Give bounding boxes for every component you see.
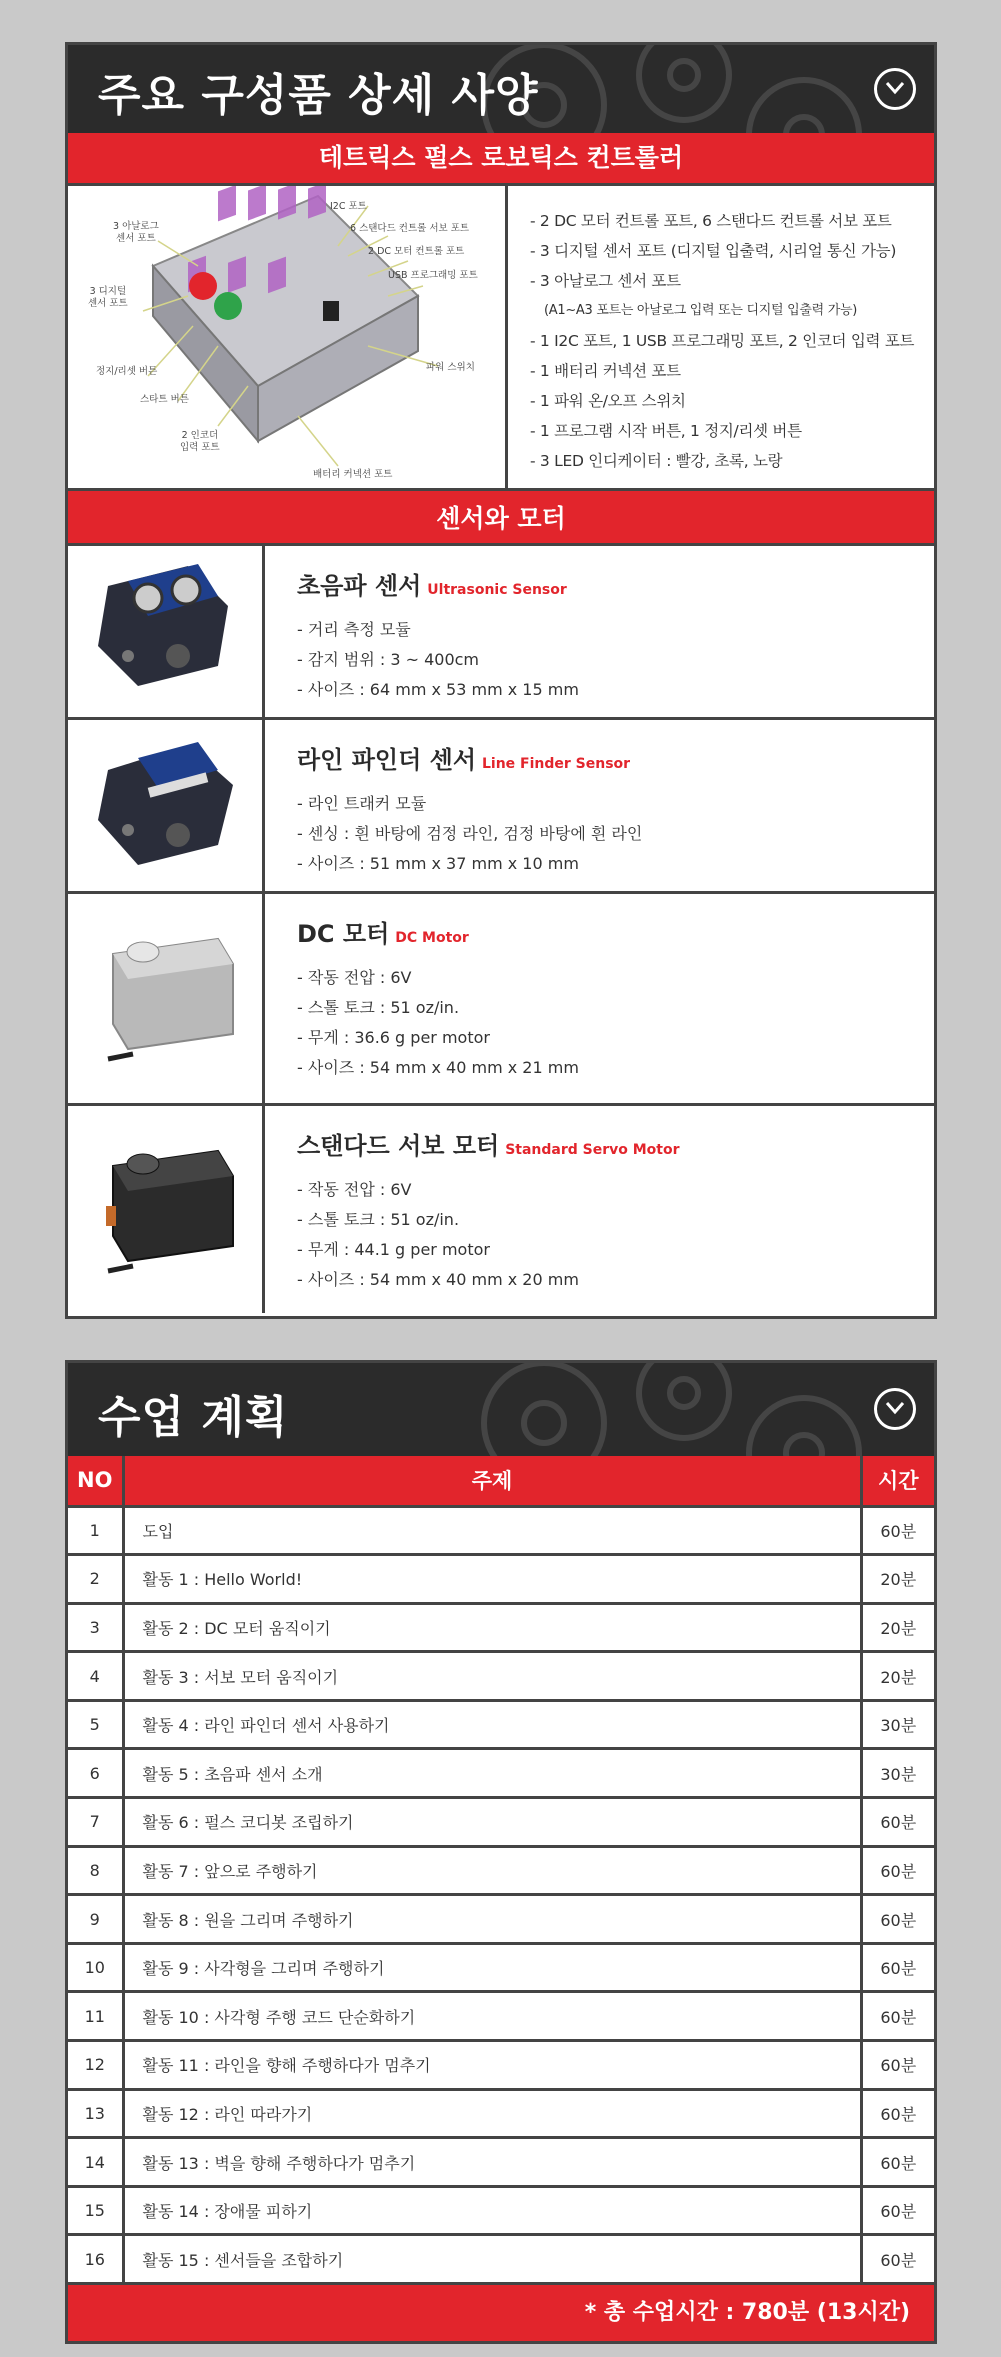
total-class-time: * 총 수업시간 : 780분 (13시간) (68, 2285, 934, 2341)
row-no: 7 (68, 1798, 123, 1847)
callout-start: 스타트 버튼 (140, 394, 189, 405)
row-no: 12 (68, 2041, 123, 2090)
controller-feature-note: (A1~A3 포트는 아날로그 입력 또는 디지털 입출력 가능) (544, 303, 857, 318)
row-no: 14 (68, 2138, 123, 2187)
row-time: 60분 (861, 2186, 934, 2235)
plan-panel (65, 1360, 937, 2344)
callout-servo: 6 스탠다드 컨트롤 서보 포트 (350, 223, 470, 234)
row-topic: 활동 8 : 원을 그리며 주행하기 (123, 1895, 861, 1944)
controller-image (68, 186, 508, 488)
callout-digital: 3 디지털 센서 포트 (88, 286, 128, 309)
sensor-spec: - 사이즈 : 54 mm x 40 mm x 21 mm (297, 1058, 579, 1077)
row-topic: 활동 5 : 초음파 센서 소개 (123, 1749, 861, 1798)
row-topic: 활동 7 : 앞으로 주행하기 (123, 1846, 861, 1895)
row-time: 60분 (861, 1506, 934, 1555)
controller-feature: - 1 I2C 포트, 1 USB 프로그래밍 포트, 2 인코더 입력 포트 (530, 332, 915, 350)
sensor-spec: - 작동 전압 : 6V (297, 968, 412, 987)
controller-feature: - 1 프로그램 시작 버튼, 1 정지/리셋 버튼 (530, 422, 802, 440)
callout-dc: 2 DC 모터 컨트롤 포트 (368, 246, 465, 257)
sensor-name-en: Standard Servo Motor (505, 1142, 680, 1158)
row-topic: 활동 1 : Hello World! (123, 1555, 861, 1604)
row-topic: 활동 6 : 펄스 코디봇 조립하기 (123, 1798, 861, 1847)
callout-i2c: I2C 포트 (330, 201, 367, 212)
dc-motor-illustration (68, 894, 262, 1103)
table-row (68, 2186, 934, 2235)
sensor-spec: - 사이즈 : 64 mm x 53 mm x 15 mm (297, 680, 579, 699)
callout-encoder: 2 인코더 입력 포트 (180, 430, 220, 453)
line-finder-illustration (68, 720, 262, 891)
plan-panel-header (68, 1363, 934, 1456)
row-no: 13 (68, 2089, 123, 2138)
row-time: 30분 (861, 1749, 934, 1798)
controller-feature-list (508, 186, 934, 488)
spec-panel (65, 42, 937, 1319)
row-topic: 활동 15 : 센서들을 조합하기 (123, 2235, 861, 2284)
table-row (68, 2089, 934, 2138)
row-topic: 활동 13 : 벽을 향해 주행하다가 멈추기 (123, 2138, 861, 2187)
sensor-name-en: Line Finder Sensor (482, 756, 631, 772)
sensor-spec: - 스톨 토크 : 51 oz/in. (297, 1210, 460, 1229)
col-time-header: 시간 (861, 1456, 934, 1506)
row-time: 30분 (861, 1700, 934, 1749)
spec-panel-header (68, 45, 934, 133)
callout-power: 파워 스위치 (426, 362, 475, 373)
sensor-name-en: DC Motor (395, 930, 469, 946)
sensor-spec: - 작동 전압 : 6V (297, 1180, 412, 1199)
chevron-down-icon[interactable] (874, 68, 916, 110)
row-topic: 도입 (123, 1506, 861, 1555)
controller-title: 테트릭스 펄스 로보틱스 컨트롤러 (68, 133, 934, 183)
sensor-spec: - 감지 범위 : 3 ~ 400cm (297, 650, 480, 669)
row-time: 60분 (861, 1798, 934, 1847)
row-time: 60분 (861, 2235, 934, 2284)
gear-decoration (454, 1363, 874, 1456)
table-row (68, 1846, 934, 1895)
row-time: 60분 (861, 2041, 934, 2090)
row-no: 11 (68, 1992, 123, 2041)
sensor-row-ultrasonic (68, 543, 934, 717)
sensor-spec: - 스톨 토크 : 51 oz/in. (297, 998, 460, 1017)
row-no: 9 (68, 1895, 123, 1944)
row-topic: 활동 14 : 장애물 피하기 (123, 2186, 861, 2235)
table-row (68, 1652, 934, 1701)
sensor-spec: - 무게 : 36.6 g per motor (297, 1028, 490, 1047)
sensor-name-en: Ultrasonic Sensor (427, 582, 567, 598)
table-row (68, 1700, 934, 1749)
table-row (68, 1506, 934, 1555)
servo-motor-illustration (68, 1106, 262, 1313)
sensor-name: DC 모터 DC Motor (297, 920, 469, 948)
row-no: 2 (68, 1555, 123, 1604)
table-row (68, 1603, 934, 1652)
table-row (68, 2235, 934, 2284)
controller-block (68, 183, 934, 488)
row-no: 5 (68, 1700, 123, 1749)
table-row (68, 1555, 934, 1604)
sensors-title: 센서와 모터 (68, 488, 934, 543)
row-time: 60분 (861, 1943, 934, 1992)
spec-section-title: 주요 구성품 상세 사양 (98, 70, 539, 121)
ultrasonic-sensor-image (68, 546, 265, 717)
row-time: 60분 (861, 1992, 934, 2041)
col-no-header: NO (68, 1456, 123, 1506)
sensor-spec: - 라인 트래커 모듈 (297, 794, 427, 813)
row-no: 10 (68, 1943, 123, 1992)
sensor-name: 초음파 센서 Ultrasonic Sensor (297, 572, 567, 600)
row-topic: 활동 3 : 서보 모터 움직이기 (123, 1652, 861, 1701)
ultrasonic-sensor-illustration (68, 546, 262, 717)
line-finder-sensor-image (68, 720, 265, 891)
controller-feature: - 3 디지털 센서 포트 (디지털 입출력, 시리얼 통신 가능) (530, 242, 897, 260)
row-topic: 활동 4 : 라인 파인더 센서 사용하기 (123, 1700, 861, 1749)
row-topic: 활동 10 : 사각형 주행 코드 단순화하기 (123, 1992, 861, 2041)
controller-feature: - 1 파워 온/오프 스위치 (530, 392, 686, 410)
sensor-spec: - 사이즈 : 51 mm x 37 mm x 10 mm (297, 854, 579, 873)
sensor-spec: - 사이즈 : 54 mm x 40 mm x 20 mm (297, 1270, 579, 1289)
row-no: 4 (68, 1652, 123, 1701)
dc-motor-image (68, 894, 265, 1103)
sensor-spec: - 센싱 : 흰 바탕에 검정 라인, 검정 바탕에 흰 라인 (297, 824, 643, 843)
row-topic: 활동 11 : 라인을 향해 주행하다가 멈추기 (123, 2041, 861, 2090)
callout-battery: 배터리 커넥션 포트 (313, 469, 393, 480)
row-time: 20분 (861, 1555, 934, 1604)
row-time: 60분 (861, 1895, 934, 1944)
sensor-row-dc-motor (68, 891, 934, 1103)
sensor-row-line-finder (68, 717, 934, 891)
table-row (68, 1895, 934, 1944)
callout-usb: USB 프로그래밍 포트 (388, 270, 478, 281)
row-time: 20분 (861, 1603, 934, 1652)
sensor-row-servo-motor (68, 1103, 934, 1313)
servo-motor-image (68, 1106, 265, 1313)
table-row (68, 1798, 934, 1847)
callout-analog: 3 아날로그 센서 포트 (113, 221, 159, 244)
table-row (68, 1992, 934, 2041)
controller-feature: - 3 아날로그 센서 포트 (530, 272, 681, 290)
row-topic: 활동 9 : 사각형을 그리며 주행하기 (123, 1943, 861, 1992)
row-no: 15 (68, 2186, 123, 2235)
row-time: 60분 (861, 1846, 934, 1895)
callout-stop: 정지/리셋 버튼 (96, 366, 158, 377)
sensor-spec: - 거리 측정 모듈 (297, 620, 411, 639)
row-no: 3 (68, 1603, 123, 1652)
col-topic-header: 주제 (123, 1456, 861, 1506)
plan-section-title: 수업 계획 (98, 1392, 289, 1443)
table-row (68, 2041, 934, 2090)
row-no: 6 (68, 1749, 123, 1798)
chevron-down-icon[interactable] (874, 1388, 916, 1430)
row-no: 16 (68, 2235, 123, 2284)
row-time: 20분 (861, 1652, 934, 1701)
row-topic: 활동 12 : 라인 따라가기 (123, 2089, 861, 2138)
table-row (68, 2138, 934, 2187)
table-row (68, 1943, 934, 1992)
controller-feature: - 1 배터리 커넥션 포트 (530, 362, 681, 380)
row-topic: 활동 2 : DC 모터 움직이기 (123, 1603, 861, 1652)
row-no: 1 (68, 1506, 123, 1555)
row-time: 60분 (861, 2089, 934, 2138)
controller-feature: - 3 LED 인디케이터 : 빨강, 초록, 노랑 (530, 452, 783, 470)
row-no: 8 (68, 1846, 123, 1895)
sensor-spec: - 무게 : 44.1 g per motor (297, 1240, 490, 1259)
sensor-name: 스탠다드 서보 모터 Standard Servo Motor (297, 1132, 680, 1160)
table-row (68, 1749, 934, 1798)
lesson-plan-table (68, 1456, 934, 2285)
sensor-name: 라인 파인더 센서 Line Finder Sensor (297, 746, 631, 774)
controller-feature: - 2 DC 모터 컨트롤 포트, 6 스탠다드 컨트롤 서보 포트 (530, 212, 892, 230)
row-time: 60분 (861, 2138, 934, 2187)
